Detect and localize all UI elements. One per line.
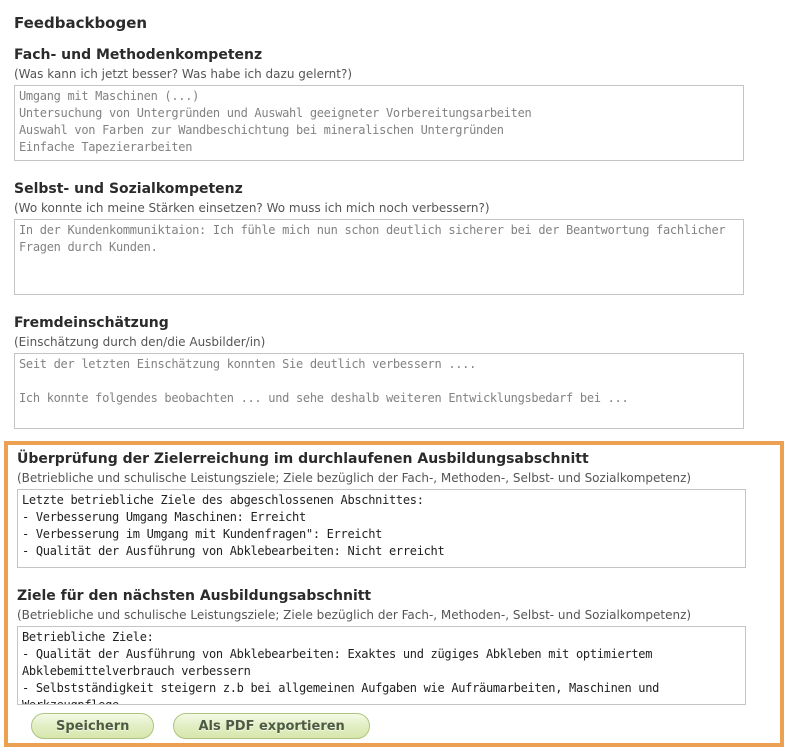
section-heading-fach-methodenkompetenz: Fach- und Methodenkompetenz [14, 47, 263, 63]
section-heading-zielerreichung: Überprüfung der Zielerreichung im durchlaufenen Ausbildungsabschnitt [17, 451, 589, 467]
section-heading-fremdeinschaetzung: Fremdeinschätzung [14, 315, 169, 331]
zielerreichung-panel [4, 441, 784, 747]
fremdeinschaetzung-textarea[interactable] [14, 353, 744, 429]
naechste-ziele-textarea[interactable] [17, 626, 746, 705]
fach-methodenkompetenz-textarea[interactable] [14, 85, 744, 161]
save-button[interactable]: Speichern [31, 713, 154, 739]
export-pdf-button[interactable]: Als PDF exportieren [173, 713, 369, 739]
selbst-sozialkompetenz-textarea[interactable] [14, 219, 744, 295]
section-heading-selbst-sozialkompetenz: Selbst- und Sozialkompetenz [14, 181, 243, 197]
section-hint-zielerreichung: (Betriebliche und schulische Leistungsziele; Ziele bezüglich der Fach-, Methoden-, Selbst- und Sozialkompetenz) [17, 471, 692, 485]
page-title: Feedbackbogen [14, 14, 148, 32]
button-row [31, 713, 771, 739]
section-hint-fremdeinschaetzung: (Einschätzung durch den/die Ausbilder/in) [14, 335, 266, 349]
zielerreichung-textarea[interactable] [17, 489, 746, 568]
section-hint-fach-methodenkompetenz: (Was kann ich jetzt besser? Was habe ich dazu gelernt?) [14, 67, 353, 81]
section-hint-selbst-sozialkompetenz: (Wo konnte ich meine Stärken einsetzen? Wo muss ich mich noch verbessern?) [14, 201, 490, 215]
section-hint-naechste-ziele: (Betriebliche und schulische Leistungsziele; Ziele bezüglich der Fach-, Methoden-, Selbst- und Sozialkompetenz) [17, 608, 692, 622]
section-heading-naechste-ziele: Ziele für den nächsten Ausbildungsabschnitt [17, 588, 372, 604]
